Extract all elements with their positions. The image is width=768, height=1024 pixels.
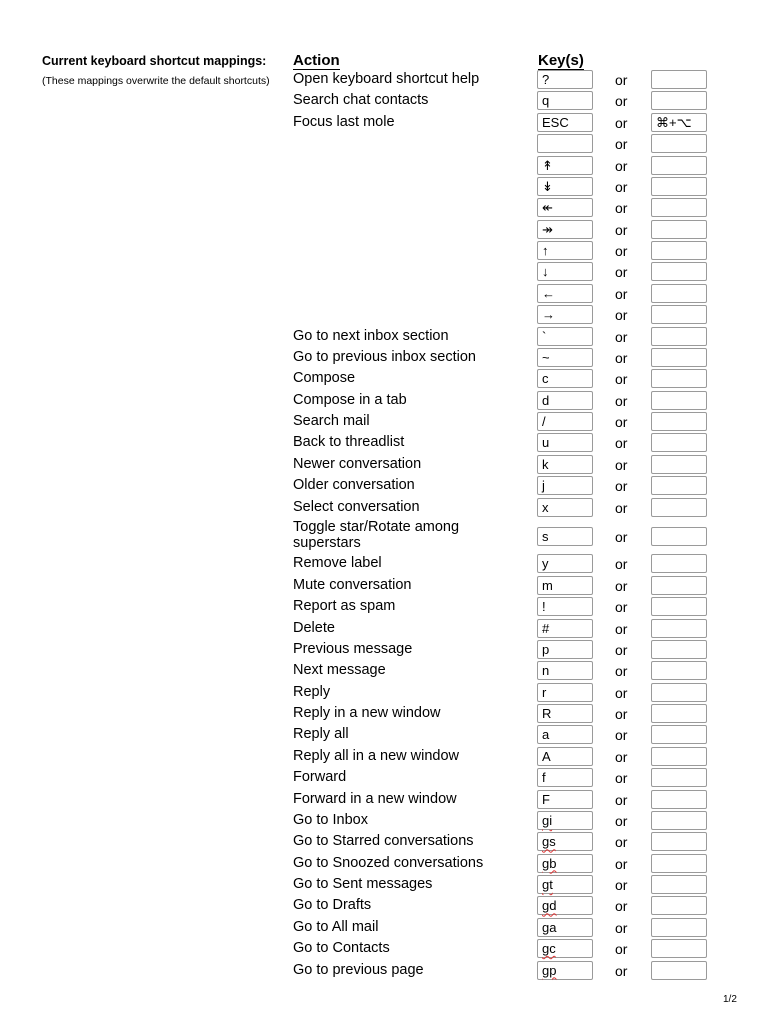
table-row bbox=[0, 305, 768, 326]
or-separator: or bbox=[615, 812, 628, 829]
table-row bbox=[0, 369, 768, 390]
action-label: Next message bbox=[293, 662, 386, 679]
primary-key-value: ` bbox=[542, 328, 547, 344]
primary-key-field[interactable] bbox=[537, 597, 593, 616]
primary-key-field[interactable] bbox=[537, 498, 593, 517]
primary-key-field[interactable] bbox=[537, 918, 593, 937]
alternate-key-field[interactable] bbox=[651, 619, 707, 638]
action-label: Focus last mole bbox=[293, 113, 395, 130]
action-label: Compose bbox=[293, 370, 356, 387]
alternate-key-field[interactable] bbox=[651, 284, 707, 303]
primary-key-field[interactable] bbox=[537, 875, 593, 894]
table-row bbox=[0, 554, 768, 575]
table-row bbox=[0, 640, 768, 661]
table-row bbox=[0, 262, 768, 283]
primary-key-field[interactable] bbox=[537, 348, 593, 367]
action-label: Remove label bbox=[293, 555, 382, 572]
or-separator: or bbox=[615, 663, 628, 680]
table-row bbox=[0, 327, 768, 348]
alternate-key-field[interactable] bbox=[651, 768, 707, 787]
alternate-key-field[interactable] bbox=[651, 369, 707, 388]
action-label: Older conversation bbox=[293, 477, 415, 494]
primary-key-field[interactable] bbox=[537, 811, 593, 830]
action-label: Delete bbox=[293, 619, 335, 636]
or-separator: or bbox=[615, 528, 628, 545]
alternate-key-field[interactable] bbox=[651, 527, 707, 546]
table-row bbox=[0, 91, 768, 112]
primary-key-value: gt bbox=[542, 877, 553, 893]
alternate-key-field[interactable]: ⌘+⌥ bbox=[651, 113, 707, 132]
table-row bbox=[0, 156, 768, 177]
action-label: Select conversation bbox=[293, 498, 420, 515]
mappings-note: (These mappings overwrite the default shortcuts) bbox=[42, 75, 270, 87]
primary-key-field[interactable] bbox=[537, 768, 593, 787]
table-row bbox=[0, 348, 768, 369]
primary-key-value: ↞ bbox=[542, 200, 553, 216]
primary-key-field[interactable] bbox=[537, 554, 593, 573]
primary-key-field[interactable] bbox=[537, 369, 593, 388]
alternate-key-field[interactable] bbox=[651, 790, 707, 809]
action-label: Reply in a new window bbox=[293, 705, 441, 722]
primary-key-field[interactable] bbox=[537, 527, 593, 546]
alternate-key-field[interactable] bbox=[651, 498, 707, 517]
or-separator: or bbox=[615, 941, 628, 958]
table-row bbox=[0, 768, 768, 789]
table-row bbox=[0, 790, 768, 811]
primary-key-value: s bbox=[542, 528, 549, 544]
primary-key-field[interactable] bbox=[537, 790, 593, 809]
or-separator: or bbox=[615, 499, 628, 516]
table-row bbox=[0, 455, 768, 476]
primary-key-field[interactable] bbox=[537, 220, 593, 239]
alternate-key-field[interactable] bbox=[651, 327, 707, 346]
or-separator: or bbox=[615, 371, 628, 388]
primary-key-value: ~ bbox=[542, 349, 550, 365]
table-row bbox=[0, 704, 768, 725]
alternate-key-field[interactable] bbox=[651, 725, 707, 744]
alternate-key-field[interactable] bbox=[651, 896, 707, 915]
action-label: Go to Contacts bbox=[293, 940, 390, 957]
alternate-key-field[interactable] bbox=[651, 433, 707, 452]
table-row bbox=[0, 177, 768, 198]
primary-key-value: m bbox=[542, 577, 553, 593]
alternate-key-field[interactable] bbox=[651, 455, 707, 474]
alternate-key-field[interactable] bbox=[651, 177, 707, 196]
primary-key-value: n bbox=[542, 663, 550, 679]
alternate-key-field[interactable] bbox=[651, 156, 707, 175]
or-separator: or bbox=[615, 791, 628, 808]
table-row bbox=[0, 198, 768, 219]
alternate-key-field[interactable] bbox=[651, 704, 707, 723]
or-separator: or bbox=[615, 264, 628, 281]
table-row bbox=[0, 476, 768, 497]
alternate-key-field[interactable] bbox=[651, 134, 707, 153]
table-row bbox=[0, 747, 768, 768]
primary-key-value: gb bbox=[542, 855, 557, 871]
action-label: Open keyboard shortcut help bbox=[293, 71, 480, 87]
table-row bbox=[0, 284, 768, 305]
alternate-key-field[interactable] bbox=[651, 661, 707, 680]
action-column-header: Action bbox=[293, 52, 340, 69]
primary-key-field[interactable] bbox=[537, 241, 593, 260]
table-row bbox=[0, 433, 768, 454]
action-label: Forward in a new window bbox=[293, 790, 457, 807]
alternate-key-field[interactable] bbox=[651, 811, 707, 830]
primary-key-value: d bbox=[542, 392, 550, 408]
primary-key-field[interactable] bbox=[537, 832, 593, 851]
primary-key-field[interactable] bbox=[537, 327, 593, 346]
alternate-key-field[interactable] bbox=[651, 305, 707, 324]
alternate-key-field[interactable] bbox=[651, 854, 707, 873]
table-row bbox=[0, 661, 768, 682]
primary-key-field[interactable] bbox=[537, 576, 593, 595]
or-separator: or bbox=[615, 770, 628, 787]
or-separator: or bbox=[615, 962, 628, 979]
alternate-key-field[interactable] bbox=[651, 198, 707, 217]
mappings-title: Current keyboard shortcut mappings: bbox=[42, 54, 267, 68]
primary-key-value: R bbox=[542, 706, 552, 722]
alternate-key-field[interactable] bbox=[651, 70, 707, 89]
action-label: Back to threadlist bbox=[293, 434, 405, 451]
primary-key-field[interactable] bbox=[537, 113, 593, 132]
alternate-key-field[interactable] bbox=[651, 220, 707, 239]
alternate-key-field[interactable] bbox=[651, 262, 707, 281]
or-separator: or bbox=[615, 706, 628, 723]
table-row bbox=[0, 896, 768, 917]
table-row bbox=[0, 519, 768, 555]
table-row bbox=[0, 498, 768, 519]
alternate-key-field[interactable] bbox=[651, 939, 707, 958]
or-separator: or bbox=[615, 328, 628, 345]
table-row bbox=[0, 961, 768, 982]
or-separator: or bbox=[615, 392, 628, 409]
primary-key-value: r bbox=[542, 684, 547, 700]
primary-key-field[interactable] bbox=[537, 854, 593, 873]
action-label: Search mail bbox=[293, 413, 370, 429]
primary-key-field[interactable] bbox=[537, 747, 593, 766]
alternate-key-field[interactable] bbox=[651, 476, 707, 495]
primary-key-field[interactable] bbox=[537, 177, 593, 196]
primary-key-value: ! bbox=[542, 599, 546, 615]
keys-column-header: Key(s) bbox=[538, 52, 584, 69]
or-separator: or bbox=[615, 414, 628, 430]
primary-key-field[interactable] bbox=[537, 961, 593, 980]
action-label: Compose in a tab bbox=[293, 391, 407, 408]
table-row bbox=[0, 854, 768, 875]
primary-key-value: ← bbox=[542, 285, 555, 301]
table-row bbox=[0, 875, 768, 896]
or-separator: or bbox=[615, 114, 628, 131]
or-separator: or bbox=[615, 243, 628, 259]
or-separator: or bbox=[615, 898, 628, 915]
or-separator: or bbox=[615, 727, 628, 744]
primary-key-field[interactable] bbox=[537, 156, 593, 175]
action-label: Reply all bbox=[293, 726, 349, 743]
alternate-key-field[interactable] bbox=[651, 412, 707, 431]
alternate-key-field[interactable] bbox=[651, 918, 707, 937]
or-separator: or bbox=[615, 599, 628, 616]
table-row bbox=[0, 832, 768, 853]
primary-key-value: ? bbox=[542, 72, 550, 87]
primary-key-value: gs bbox=[542, 834, 556, 850]
alternate-key-field[interactable] bbox=[651, 91, 707, 110]
primary-key-value: f bbox=[542, 770, 546, 786]
alternate-key-field[interactable] bbox=[651, 747, 707, 766]
or-separator: or bbox=[615, 855, 628, 872]
primary-key-field[interactable] bbox=[537, 284, 593, 303]
primary-key-value: # bbox=[542, 620, 550, 636]
primary-key-field[interactable] bbox=[537, 391, 593, 410]
primary-key-field[interactable] bbox=[537, 91, 593, 110]
or-separator: or bbox=[615, 157, 628, 174]
action-label: Go to Sent messages bbox=[293, 876, 433, 893]
primary-key-value: u bbox=[542, 435, 550, 451]
table-row bbox=[0, 597, 768, 618]
or-separator: or bbox=[615, 834, 628, 851]
action-label: Toggle star/Rotate among superstars bbox=[293, 518, 460, 551]
primary-key-value: gc bbox=[542, 941, 556, 957]
page-number: 1/2 bbox=[723, 994, 737, 1005]
table-row bbox=[0, 683, 768, 704]
action-label: Go to Inbox bbox=[293, 811, 368, 828]
action-label: Mute conversation bbox=[293, 576, 412, 593]
alternate-key-field[interactable] bbox=[651, 241, 707, 260]
or-separator: or bbox=[615, 919, 628, 936]
table-row bbox=[0, 134, 768, 155]
alternate-key-field[interactable] bbox=[651, 961, 707, 980]
table-row bbox=[0, 241, 768, 262]
alternate-key-field[interactable] bbox=[651, 391, 707, 410]
or-separator: or bbox=[615, 72, 628, 88]
primary-key-value: x bbox=[542, 499, 549, 515]
primary-key-field[interactable] bbox=[537, 433, 593, 452]
primary-key-value: → bbox=[542, 307, 555, 323]
primary-key-field[interactable] bbox=[537, 704, 593, 723]
action-label: Go to Starred conversations bbox=[293, 833, 474, 850]
primary-key-field[interactable] bbox=[537, 683, 593, 702]
or-separator: or bbox=[615, 748, 628, 765]
primary-key-value: ga bbox=[542, 919, 557, 935]
primary-key-value: ↓ bbox=[542, 264, 549, 280]
primary-key-value: j bbox=[542, 478, 545, 494]
primary-key-value: ↡ bbox=[542, 178, 553, 194]
action-label: Reply bbox=[293, 683, 331, 700]
primary-key-field[interactable] bbox=[537, 661, 593, 680]
primary-key-field[interactable] bbox=[537, 198, 593, 217]
table-row bbox=[0, 113, 768, 134]
primary-key-value: ↠ bbox=[542, 221, 553, 237]
primary-key-field[interactable] bbox=[537, 476, 593, 495]
primary-key-field[interactable] bbox=[537, 725, 593, 744]
table-row bbox=[0, 918, 768, 939]
or-separator: or bbox=[615, 93, 628, 110]
or-separator: or bbox=[615, 577, 628, 594]
primary-key-field[interactable] bbox=[537, 619, 593, 638]
action-label: Report as spam bbox=[293, 598, 396, 615]
primary-key-value: gi bbox=[542, 812, 553, 828]
table-row bbox=[0, 619, 768, 640]
or-separator: or bbox=[615, 641, 628, 658]
primary-key-value: q bbox=[542, 93, 550, 109]
or-separator: or bbox=[615, 877, 628, 894]
or-separator: or bbox=[615, 684, 628, 701]
primary-key-field[interactable] bbox=[537, 412, 593, 431]
primary-key-value: y bbox=[542, 556, 549, 572]
primary-key-value: c bbox=[542, 371, 549, 387]
or-separator: or bbox=[615, 456, 628, 473]
primary-key-field[interactable] bbox=[537, 262, 593, 281]
or-separator: or bbox=[615, 221, 628, 238]
action-label: Forward bbox=[293, 769, 347, 786]
table-row bbox=[0, 811, 768, 832]
primary-key-value: ESC bbox=[542, 114, 569, 130]
action-label: Go to previous inbox section bbox=[293, 348, 476, 365]
primary-key-field[interactable] bbox=[537, 134, 593, 153]
table-row bbox=[0, 725, 768, 746]
action-label: Go to next inbox section bbox=[293, 327, 449, 344]
or-separator: or bbox=[615, 136, 628, 153]
table-row bbox=[0, 220, 768, 241]
alternate-key-field[interactable] bbox=[651, 576, 707, 595]
or-separator: or bbox=[615, 556, 628, 573]
alternate-key-field[interactable] bbox=[651, 554, 707, 573]
action-label: Newer conversation bbox=[293, 455, 422, 472]
primary-key-value: k bbox=[542, 456, 549, 472]
primary-key-value: F bbox=[542, 791, 550, 807]
alternate-key-field[interactable] bbox=[651, 683, 707, 702]
primary-key-field[interactable] bbox=[537, 70, 593, 89]
primary-key-value: gp bbox=[542, 962, 557, 978]
action-label: Search chat contacts bbox=[293, 92, 429, 109]
primary-key-value: ↟ bbox=[542, 157, 553, 173]
alternate-key-field[interactable] bbox=[651, 640, 707, 659]
table-row bbox=[0, 576, 768, 597]
primary-key-field[interactable] bbox=[537, 896, 593, 915]
or-separator: or bbox=[615, 478, 628, 495]
primary-key-value: p bbox=[542, 641, 550, 657]
primary-key-field[interactable] bbox=[537, 455, 593, 474]
action-label: Go to All mail bbox=[293, 918, 379, 935]
primary-key-field[interactable] bbox=[537, 939, 593, 958]
alternate-key-field[interactable] bbox=[651, 875, 707, 894]
action-label: Previous message bbox=[293, 640, 413, 657]
or-separator: or bbox=[615, 620, 628, 637]
action-label: Reply all in a new window bbox=[293, 747, 460, 764]
or-separator: or bbox=[615, 435, 628, 452]
action-label: Go to Snoozed conversations bbox=[293, 854, 484, 871]
action-label: Go to Drafts bbox=[293, 897, 372, 914]
alternate-key-field[interactable] bbox=[651, 832, 707, 851]
table-row bbox=[0, 391, 768, 412]
primary-key-field[interactable] bbox=[537, 640, 593, 659]
primary-key-value: A bbox=[542, 748, 551, 764]
alternate-key-field[interactable] bbox=[651, 597, 707, 616]
primary-key-field[interactable] bbox=[537, 305, 593, 324]
primary-key-value: / bbox=[542, 414, 546, 429]
or-separator: or bbox=[615, 349, 628, 366]
or-separator: or bbox=[615, 178, 628, 195]
or-separator: or bbox=[615, 200, 628, 217]
primary-key-value: ↑ bbox=[542, 243, 549, 258]
or-separator: or bbox=[615, 285, 628, 302]
primary-key-value: gd bbox=[542, 898, 557, 914]
table-row bbox=[0, 412, 768, 433]
or-separator: or bbox=[615, 307, 628, 324]
table-row bbox=[0, 70, 768, 91]
table-row bbox=[0, 939, 768, 960]
shortcut-table bbox=[0, 70, 768, 982]
action-label: Go to previous page bbox=[293, 961, 424, 978]
primary-key-value: a bbox=[542, 727, 550, 743]
alternate-key-field[interactable] bbox=[651, 348, 707, 367]
